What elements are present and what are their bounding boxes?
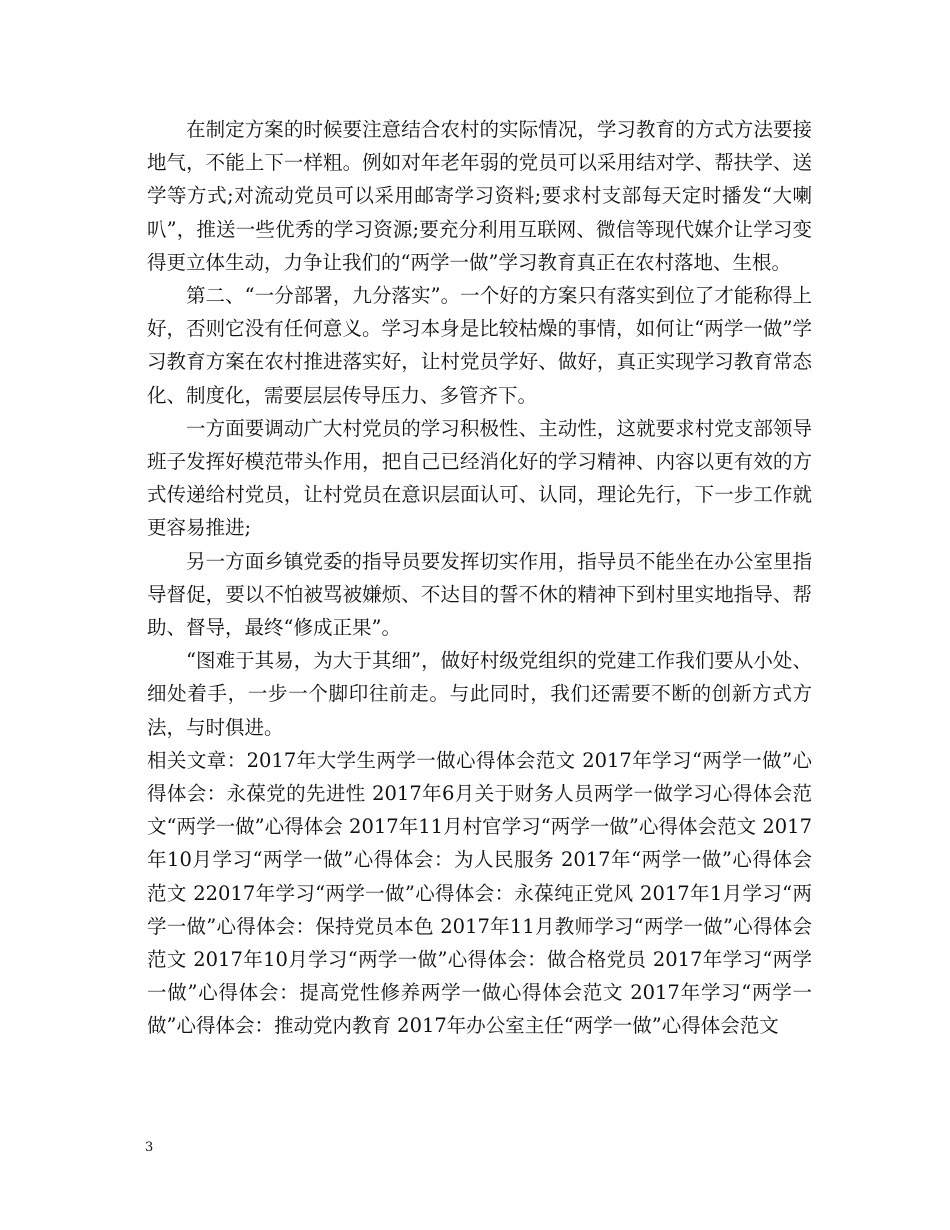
paragraph-rural-plan: 在制定方案的时候要注意结合农村的实际情况，学习教育的方式方法要接地气，不能上下一样粗。例如对年老年弱的党员可以采用结对学、帮扶学、送学等方式;对流动党员可以采用邮寄学习资料;要求村支部每天定时播发“大喇叭”，推送一些优秀的学习资源;要充分利用互联网、微信等现代媒介让学习变得更立体生动，力争让我们的“两学一做”学习教育真正在农村落地、生根。 <box>147 118 812 274</box>
paragraph-instructors: 另一方面乡镇党委的指导员要发挥切实作用，指导员不能坐在办公室里指导督促，要以不怕被骂被嫌烦、不达目的誓不休的精神下到村里实地指导、帮助、督导，最终“修成正果”。 <box>147 549 812 640</box>
page-number: 3 <box>145 1140 154 1155</box>
paragraph-implementation: 第二、“一分部署，九分落实”。一个好的方案只有落实到位了才能称得上好，否则它没有任何意义。学习本身是比较枯燥的事情，如何让“两学一做”学习教育方案在农村推进落实好，让村党员学好、做好，真正实现学习教育常态化、制度化，需要层层传导压力、多管齐下。 <box>147 284 812 407</box>
related-articles: 相关文章：2017年大学生两学一做心得体会范文 2017年学习“两学一做”心得体会：永葆党的先进性 2017年6月关于财务人员两学一做学习心得体会范文“两学一做”心得体会 2017年11月村官学习“两学一做”心得体会范文 2017年10月学习“两学一做”心得体会：为人民服务 2017年“两学一做”心得体会范文 22017年学习“两学一做”心得体会：永葆纯正党风 2017年1月学习“两学一做”心得体会：保持党员本色 2017年11月教师学习“两学一做”心得体会范文 2017年10月学习“两学一做”心得体会：做合格党员 2017年学习“两学一做”心得体会：提高党性修养两学一做心得体会范文 2017年学习“两学一做”心得体会：推动党内教育 2017年办公室主任“两学一做”心得体会范文 <box>147 748 812 1038</box>
paragraph-party-members: 一方面要调动广大村党员的学习积极性、主动性，这就要求村党支部领导班子发挥好模范带头作用，把自己已经消化好的学习精神、内容以更有效的方式传递给村党员，让村党员在意识层面认可、认同，理论先行，下一步工作就更容易推进; <box>147 416 812 540</box>
document-body <box>147 113 812 1043</box>
paragraph-conclusion: “图难于其易，为大于其细”，做好村级党组织的党建工作我们要从小处、细处着手，一步一个脚印往前走。与此同时，我们还需要不断的创新方式方法，与时俱进。 <box>147 649 812 739</box>
